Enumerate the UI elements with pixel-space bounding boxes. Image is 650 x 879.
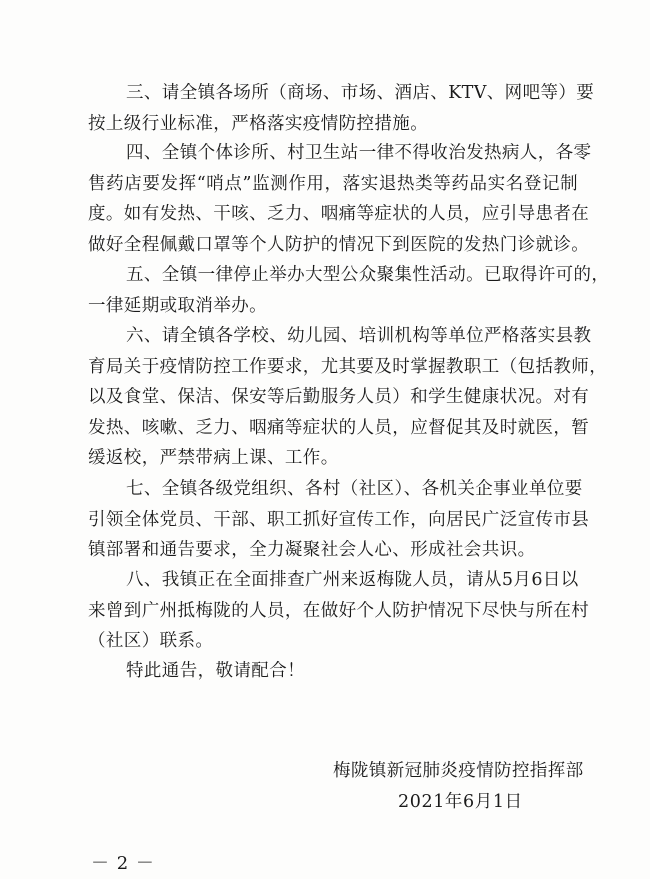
paragraph-line: 七、全镇各级党组织、各村（社区）、各机关企事业单位要	[126, 479, 583, 499]
paragraph-line: 以及食堂、保洁、保安等后勤服务人员）和学生健康状况。对有	[88, 387, 590, 407]
paragraph-line: （社区）联系。	[88, 631, 214, 651]
paragraph-line: 四、全镇个体诊所、村卫生站一律不得收治发热病人，各零	[126, 143, 592, 163]
paragraph-line: 售药店要发挥“哨点”监测作用，落实退热类等药品实名登记制	[88, 173, 578, 194]
paragraph-line: 八、我镇正在全面排查广州来返梅陇人员，请从5月6日以	[126, 570, 579, 590]
paragraph-line: 引领全体党员、干部、职工抓好宣传工作，向居民广泛宣传市县	[88, 509, 590, 530]
issue-date: 2021年6月1日	[398, 792, 523, 812]
paragraph-line: 镇部署和通告要求，全力凝聚社会人心、形成社会共识。	[88, 540, 536, 560]
paragraph-line: 五、全镇一律停止举办大型公众聚集性活动。已取得许可的，	[126, 265, 610, 285]
paragraph-item-3	[88, 78, 595, 139]
paragraph-line: 六、请全镇各学校、幼儿园、培训机构等单位严格落实县教	[126, 326, 592, 346]
paragraph-item-4	[88, 138, 592, 260]
paragraph-item-5	[88, 260, 610, 321]
paragraph-item-7	[88, 474, 590, 566]
paragraph-line: 育局关于疫情防控工作要求，尤其要及时掌握教职工（包括教师，	[88, 356, 608, 377]
paragraph-line: 特此通告，敬请配合！	[126, 661, 305, 681]
paragraph-line: 来曾到广州抵梅陇的人员，在做好个人防护情况下尽快与所在村	[88, 600, 590, 621]
paragraph-line: 度。如有发热、干咳、乏力、咽痛等症状的人员，应引导患者在	[88, 204, 590, 224]
paragraph-item-8	[88, 565, 590, 657]
paragraph-line: 按上级行业标准，严格落实疫情防控措施。	[88, 113, 429, 134]
paragraph-closing	[88, 656, 578, 687]
paragraph-line: 做好全程佩戴口罩等个人防护的情况下到医院的发热门诊就诊。	[88, 234, 590, 255]
paragraph-line: 三、请全镇各场所（商场、市场、酒店、KTV、网吧等）要	[126, 83, 595, 103]
paragraph-item-6	[88, 321, 608, 474]
page-number: － 2 －	[91, 853, 155, 874]
paragraph-line: 缓返校，严禁带病上课、工作。	[88, 448, 339, 468]
paragraph-line: 发热、咳嗽、乏力、咽痛等症状的人员，应督促其及时就医，暂	[88, 417, 590, 438]
issuing-organization: 梅陇镇新冠肺炎疫情防控指挥部	[333, 761, 584, 781]
paragraph-line: 一律延期或取消举办。	[88, 295, 267, 316]
